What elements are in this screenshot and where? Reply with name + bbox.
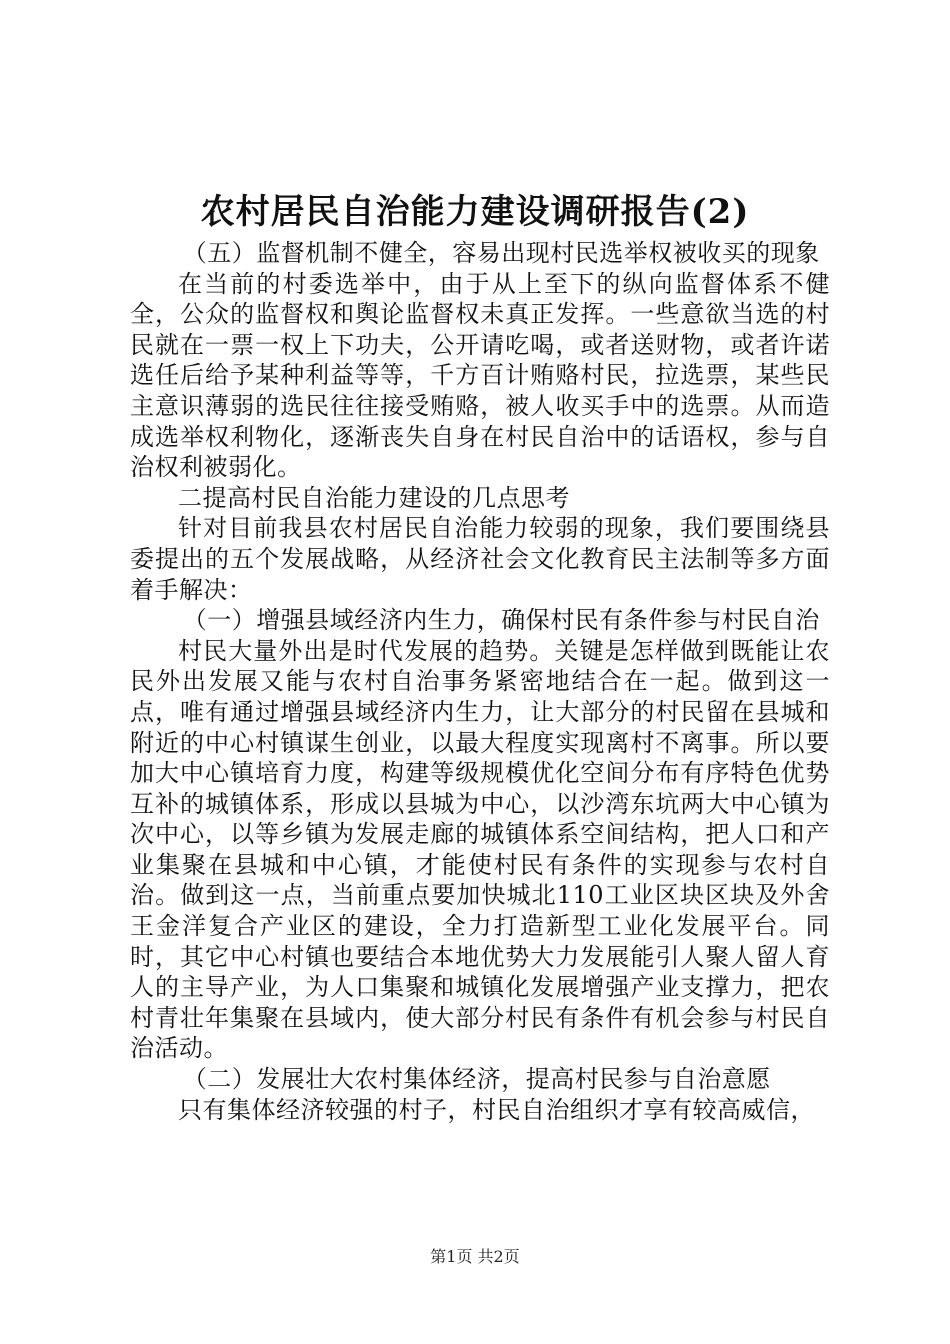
paragraph: 针对目前我县农村居民自治能力较弱的现象，我们要围绕县委提出的五个发展战略，从经济社会文化教育民主法制等多方面着手解决： bbox=[130, 514, 830, 604]
paragraph: 只有集体经济较强的村子，村民自治组织才享有较高威信， bbox=[178, 1095, 815, 1124]
page-footer: 第1页 共2页 bbox=[430, 1247, 520, 1266]
paragraph: 在当前的村委选举中，由于从上至下的纵向监督体系不健全，公众的监督权和舆论监督权未真正发挥。一些意欲当选的村民就在一票一权上下功夫，公开请吃喝，或者送财物，或者许诺选任后给予某种利益等等，千方百计贿赂村民，拉选票，某些民主意识薄弱的选民往往接受贿赂，被人收买手中的选票。从而造成选举权利物化，逐渐丧失自身在村民自治中的话语权，参与自治权利被弱化。 bbox=[130, 269, 830, 482]
paragraph: 村民大量外出是时代发展的趋势。关键是怎样做到既能让农民外出发展又能与农村自治事务紧密地结合在一起。做到这一点，唯有通过增强县域经济内生力，让大部分的村民留在县城和附近的中心村镇谋生创业，以最大程度实现离村不离事。所以要加大中心镇培育力度，构建等级规模优化空间分布有序特色优势互补的城镇体系，形成以县城为中心，以沙湾东坑两大中心镇为次中心，以等乡镇为发展走廊的城镇体系空间结构，把人口和产业集聚在县城和中心镇，才能使村民有条件的实现参与农村自治。做到这一点，当前重点要加快城北110工业区块区块及外舍王金洋复合产业区的建设，全力打造新型工业化发展平台。同时，其它中心村镇也要结合本地优势大力发展能引人聚人留人育人的主导产业，为人口集聚和城镇化发展增强产业支撑力，把农村青壮年集聚在县域内，使大部分村民有条件有机会参与村民自治活动。 bbox=[130, 636, 830, 1063]
subsection-heading-1: （一）增强县域经济内生力，确保村民有条件参与村民自治 bbox=[182, 606, 820, 635]
subsection-heading-2: （二）发展壮大农村集体经济，提高村民参与自治意愿 bbox=[182, 1065, 771, 1094]
document-body bbox=[130, 238, 830, 1125]
section-heading-2: 二提高村民自治能力建设的几点思考 bbox=[178, 483, 570, 512]
section-heading-5: （五）监督机制不健全，容易出现村民选举权被收买的现象 bbox=[182, 239, 820, 267]
document-title: 农村居民自治能力建设调研报告(2) bbox=[200, 192, 750, 232]
